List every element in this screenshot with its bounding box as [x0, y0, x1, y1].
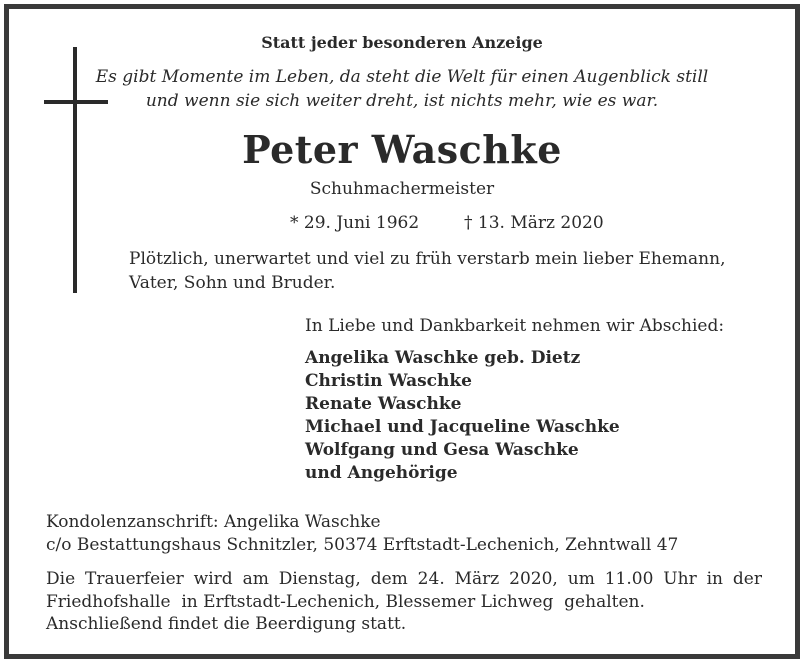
family-member: Wolfgang und Gesa Waschke	[305, 440, 579, 460]
death-date: † 13. März 2020	[464, 213, 604, 233]
quote-line-2: und wenn sie sich weiter dreht, ist nichts mehr, wie es war.	[145, 91, 659, 111]
condolence-line-1: Kondolenzanschrift: Angelika Waschke	[46, 512, 381, 532]
deceased-name: Peter Waschke	[242, 127, 562, 172]
ceremony-line-2: Friedhofshalle in Erftstadt-Lechenich, Blessemer Lichweg gehalten.	[46, 592, 645, 612]
farewell-line: In Liebe und Dankbarkeit nehmen wir Abschied:	[305, 316, 725, 336]
family-member: Renate Waschke	[305, 394, 462, 414]
message-line-1: Plötzlich, unerwartet und viel zu früh verstarb mein lieber Ehemann,	[129, 249, 726, 269]
ceremony-line-1: Die Trauerfeier wird am Dienstag, dem 24. März 2020, um 11.00 Uhr in der	[46, 569, 762, 589]
family-member: Michael und Jacqueline Waschke	[305, 417, 620, 437]
obituary-notice	[4, 4, 800, 659]
notice-heading: Statt jeder besonderen Anzeige	[261, 33, 543, 52]
quote-line-1: Es gibt Momente im Leben, da steht die Welt für einen Augenblick still	[95, 67, 709, 87]
family-member: Angelika Waschke geb. Dietz	[305, 348, 581, 368]
condolence-line-2: c/o Bestattungshaus Schnitzler, 50374 Erftstadt-Lechenich, Zehntwall 47	[46, 535, 679, 555]
family-member: und Angehörige	[305, 463, 458, 483]
ceremony-line-3: Anschließend findet die Beerdigung statt.	[46, 614, 407, 634]
message-line-2: Vater, Sohn und Bruder.	[129, 273, 336, 293]
deceased-profession: Schuhmachermeister	[309, 179, 495, 199]
birth-date: * 29. Juni 1962	[290, 213, 420, 233]
family-member: Christin Waschke	[305, 371, 472, 391]
